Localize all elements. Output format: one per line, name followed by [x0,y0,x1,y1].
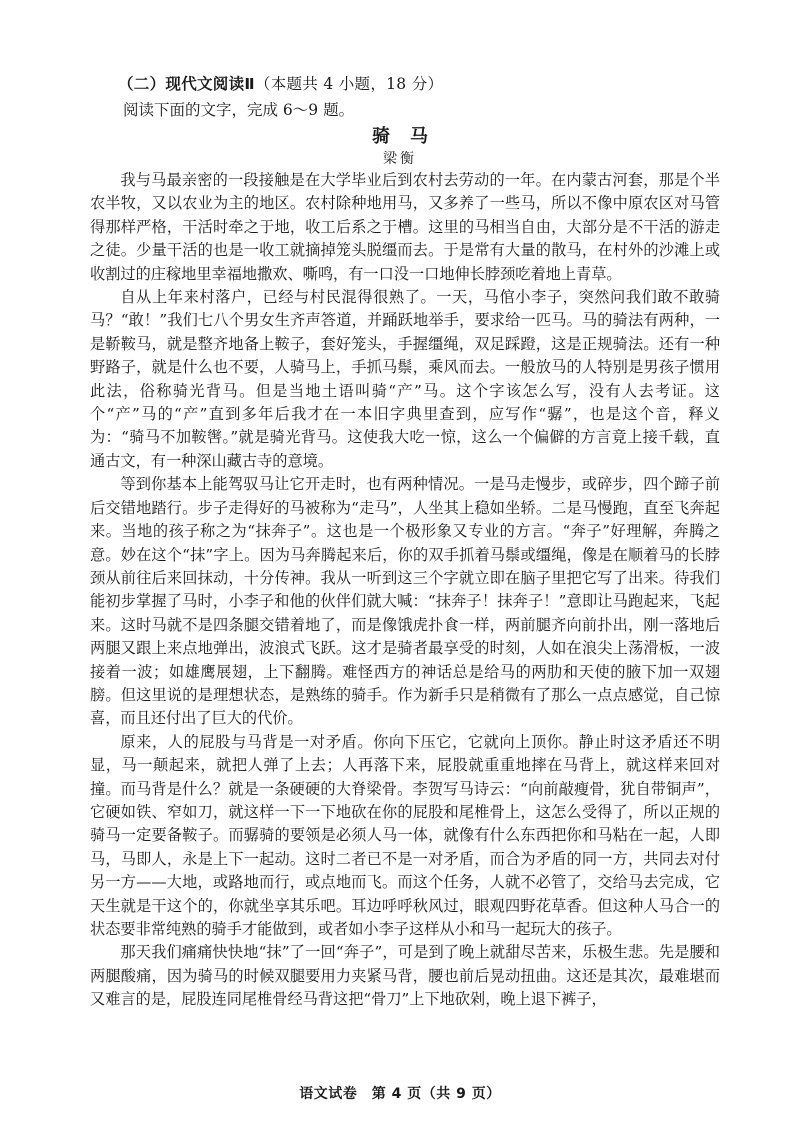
section-heading [118,72,443,94]
article-body [90,169,720,1012]
reading-instruction: 阅读下面的文字，完成 6～9 题。 [123,101,355,119]
paragraph: 自从上年来村落户，已经与村民混得很熟了。一天，马倌小李子，突然问我们敢不敢骑马？“敢！”我们七八个男女生齐声答道，并踊跃地举手，要求给一匹马。马的骑法有两种，一是鞒鞍马，就是整齐地备上鞍子，套好笼头，手握缰绳，双足踩蹬，这是正规骑法。还有一种野路子，就是什么也不要，人骑马上，手抓马鬃，乘风而去。一般放马的人特别是男孩子惯用此法，俗称骑光背马。但是当地土语叫骑“产”马。这个字该怎么写，没有人去考证。这个“产”马的“产”直到多年后我才在一本旧字典里查到，应写作“骣”，也是这个音，释义为：“骑马不加鞍辔。”就是骑光背马。这使我大吃一惊，这么一个偏僻的方言竟上接千载，直通古文，有一种深山藏古寺的意境。 [90,288,720,470]
paragraph: 我与马最亲密的一段接触是在大学毕业后到农村去劳动的一年。在内蒙古河套，那是个半农半牧，又以农业为主的地区。农村除种地用马，又多养了一些马，所以不像中原农区对马管得那样严格，干活时牵之于地，收工后系之于槽。这里的马相当自由，大部分是不干活的游走之徒。少量干活的也是一收工就摘掉笼头脱缰而去。于是常有大量的散马，在村外的沙滩上或收割过的庄稼地里幸福地撒欢、嘶鸣，有一口没一口地伸长脖颈吃着地上青草。 [90,171,720,283]
article-author: 梁衡 [383,151,417,167]
page-footer: 语文试卷 第 4 页（共 9 页） [299,1086,501,1102]
paragraph: 等到你基本上能驾驭马让它开走时，也有两种情况。一是马走慢步，或碎步，四个蹄子前后交错地踏行。步子走得好的马被称为“走马”，人坐其上稳如坐轿。二是马慢跑，直至飞奔起来。当地的孩子称之为“抹奔子”。这也是一个极形象又专业的方言。“奔子”好理解，奔腾之意。妙在这个“抹”字上。因为马奔腾起来后，你的双手抓着马鬃或缰绳，像是在顺着马的长脖颈从前往后来回抹动，十分传神。我从一听到这三个字就立即在脑子里把它写了出来。待我们能初步掌握了马时，小李子和他的伙伴们就大喊：“抹奔子！抹奔子！”意即让马跑起来，飞起来。这时马就不是四条腿交错着地了，而是像饿虎扑食一样，两前腿齐向前扑出，刚一落地后两腿又跟上来点地弹出，波浪式飞跃。这才是骑者最享受的时刻，人如在浪尖上荡滑板，一波接着一波；如雄鹰展翅，上下翻腾。难怪西方的神话总是给马的两肋和天使的腋下加一双翅膀。但这里说的是理想状态，是熟练的骑手。作为新手只是稍微有了那么一点点感觉，自己惊喜，而且还付出了巨大的代价。 [90,475,720,728]
paragraph: 那天我们痛痛快快地“抹”了一回“奔子”，可是到了晚上就甜尽苦来，乐极生悲。先是腰和两腿酸痛，因为骑马的时候双腿要用力夹紧马背，腰也前后晃动扭曲。这还是其次，最难堪而又难言的是，屁股连同尾椎骨经马背这把“骨刀”上下地砍剁，晚上退下裤子， [90,943,720,1009]
section-heading-main: （二）现代文阅读Ⅱ [118,75,255,93]
paragraph: 原来，人的屁股与马背是一对矛盾。你向下压它，它就向上顶你。静止时这矛盾还不明显，马一颠起来，就把人弹了上去；人再落下来，屁股就重重地摔在马背上，就这样来回对撞。而马背是什么？就是一条硬硬的大脊梁骨。李贺写马诗云：“向前敲瘦骨，犹自带铜声”，它硬如铁、窄如刀，就这样一下一下地砍在你的屁股和尾椎骨上，这怎么受得了，所以正规的骑马一定要备鞍子。而骣骑的要领是必须人马一体，就像有什么东西把你和马粘在一起，人即马，马即人，永是上下一起动。这时二者已不是一对矛盾，而合为矛盾的同一方，共同去对付另一方——大地，或路地而行，或点地而飞。而这个任务，人就不必管了，交给马去完成，它天生就是干这个的，你就坐享其乐吧。耳边呼呼秋风过，眼观四野花草香。但这种人马合一的状态要非常纯熟的骑手才能做到，或者如小李子这样从小和马一起玩大的孩子。 [90,732,720,938]
section-heading-note: （本题共 4 小题，18 分） [254,75,444,93]
article-title: 骑马 [372,126,448,147]
